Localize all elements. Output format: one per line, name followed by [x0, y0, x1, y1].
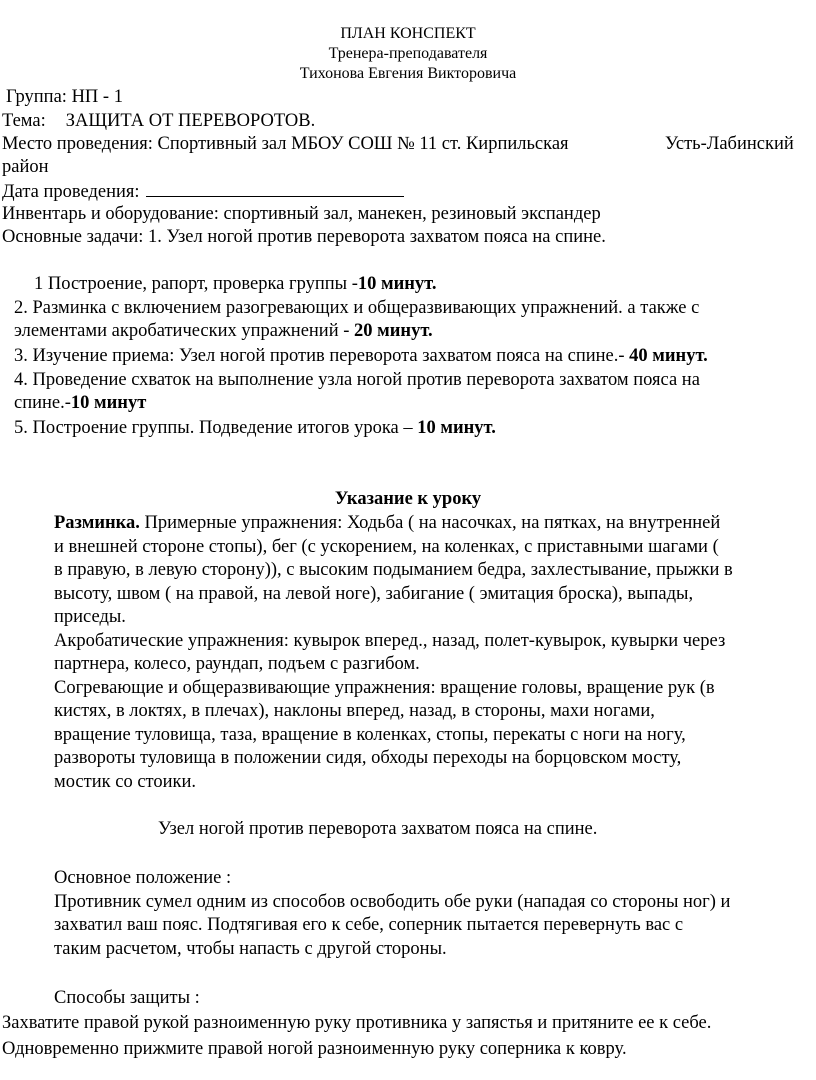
plan-item-2: 2. Разминка с включением разогревающих и общеразвивающих упражнений. а также с [14, 298, 700, 318]
plan-item-5: 5. Построение группы. Подведение итогов урока – 10 минут. [14, 418, 496, 438]
warmup-line-5: приседы. [54, 607, 126, 627]
place-line: Место проведения: Спортивный зал МБОУ СОШ № 11 ст. Кирпильская [2, 134, 569, 154]
warmup-line-3: в правую, в левую сторону)), с высоким подыманием бедра, захлестывание, прыжки в [54, 560, 733, 580]
warmup-label: Разминка. [54, 513, 140, 533]
warmup-line-4: высоту, швом ( на правой, на левой ноге), забигание ( эмитация броска), выпады, [54, 584, 694, 604]
general-line-2: кистях, в локтях, в плечах), наклоны вперед, назад, в стороны, махи ногами, [54, 701, 655, 721]
technique-title: Узел ногой против переворота захватом пояса на спине. [158, 819, 598, 839]
general-line-5: мостик со стоики. [54, 772, 197, 792]
topic-line [2, 110, 315, 133]
defense-label: Способы защиты : [54, 988, 200, 1008]
position-label: Основное положение : [54, 868, 232, 888]
doc-role: Тренера-преподавателя [328, 45, 488, 62]
equipment-line: Инвентарь и оборудование: спортивный зал, манекен, резиновый экспандер [2, 204, 601, 224]
plan-item-1: 1 Построение, рапорт, проверка группы -10 минут. [34, 274, 437, 294]
plan-item-4: 4. Проведение схваток на выполнение узла ногой против переворота захватом пояса на [14, 370, 700, 390]
warmup-line-2: и внешней стороне стопы), бег (с ускорением, на коленках, с приставными шагами ( [54, 537, 719, 557]
acro-line-1: Акробатические упражнения: кувырок вперед., назад, полет-кувырок, кувырки через [54, 631, 726, 651]
position-line-3: таким расчетом, чтобы напасть с другой стороны. [54, 939, 447, 959]
plan-time-1: 10 минут. [357, 274, 437, 294]
general-line-4: развороты туловища в положении сидя, обходы переходы на борцовском мосту, [54, 748, 682, 768]
general-line-1: Согревающие и общеразвивающие упражнения: вращение головы, вращение рук (в [54, 678, 715, 698]
guide-heading: Указание к уроку [334, 489, 482, 509]
topic-value: ЗАЩИТА ОТ ПЕРЕВОРОТОВ. [65, 111, 316, 131]
acro-line-2: партнера, колесо, раундап, подъем с разгибом. [54, 654, 420, 674]
plan-time-3: 40 минут. [629, 346, 708, 366]
place-line-2: район [2, 157, 49, 177]
plan-item-3: 3. Изучение приема: Узел ногой против переворота захватом пояса на спине.- 40 минут. [14, 346, 708, 366]
warmup-line-1: Разминка. Примерные упражнения: Ходьба ( на насочках, на пятках, на внутренней [54, 513, 721, 533]
plan-item-2-cont: элементами акробатических упражнений - 20 минут. [14, 321, 433, 341]
doc-author: Тихонова Евгения Викторовича [299, 65, 517, 82]
date-label: Дата проведения: [2, 182, 140, 202]
position-line-2: захватил ваш пояс. Подтягивая его к себе, соперник пытается перевернуть вас с [54, 915, 684, 935]
place-district: Усть-Лабинский [665, 134, 794, 154]
position-line-1: Противник сумел одним из способов освободить обе руки (нападая со стороны ног) и [54, 892, 731, 912]
tasks-line: Основные задачи: 1. Узел ногой против переворота захватом пояса на спине. [2, 227, 606, 247]
plan-item-4-cont: спине.-10 минут [14, 393, 147, 413]
group-line: Группа: НП - 1 [6, 87, 123, 107]
defense-line-2: Одновременно прижмите правой ногой разноименную руку соперника к ковру. [2, 1039, 627, 1059]
topic-label: Тема: [2, 111, 46, 131]
plan-time-4: 10 минут [70, 393, 147, 413]
general-line-3: вращение туловища, таза, вращение в коленках, стопы, перекаты с ноги на ногу, [54, 725, 686, 745]
defense-line-1: Захватите правой рукой разноименную руку противника у запястья и притяните ее к себе. [2, 1013, 712, 1033]
date-line [2, 179, 404, 204]
doc-title: ПЛАН КОНСПЕКТ [340, 25, 476, 42]
plan-time-2: 20 минут. [354, 321, 433, 341]
date-blank [146, 179, 404, 197]
plan-time-5: 10 минут. [417, 418, 496, 438]
